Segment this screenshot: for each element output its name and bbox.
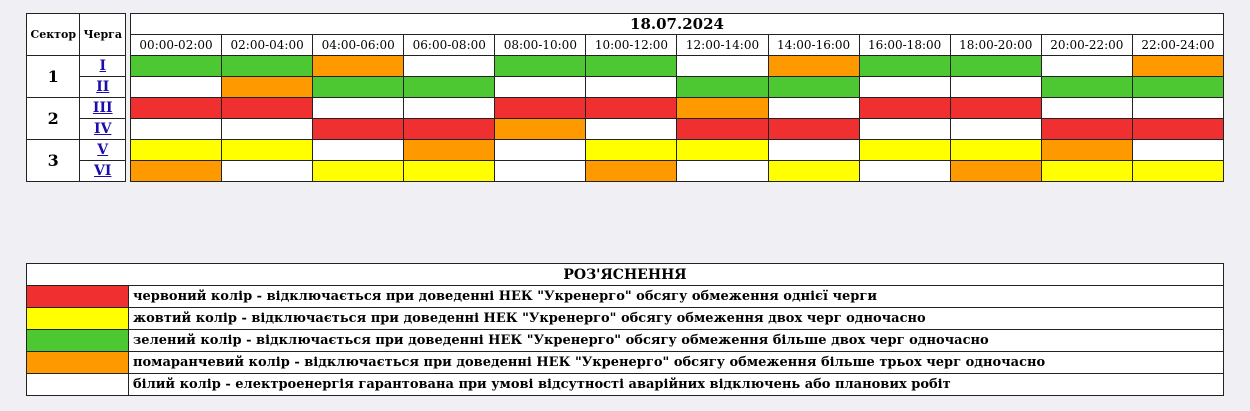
legend-row	[27, 374, 1224, 396]
sector-number: 2	[27, 98, 80, 140]
slot-white	[404, 98, 495, 119]
slot-yellow	[950, 140, 1041, 161]
slot-green	[1132, 77, 1223, 98]
queue-header: Черга	[80, 14, 126, 56]
legend-row	[27, 352, 1224, 374]
time-slot-header: 16:00-18:00	[859, 35, 950, 56]
slot-orange	[495, 119, 586, 140]
schedule-table	[130, 13, 1224, 182]
slot-orange	[131, 161, 222, 182]
legend-text: червоний колір - відключається при доведенні НЕК "Укренерго" обсягу обмеження однієї черги	[129, 286, 1224, 308]
legend-swatch-orange	[27, 352, 129, 374]
queue-schedule-row	[131, 77, 1224, 98]
slot-green	[495, 56, 586, 77]
legend-text: жовтий колір - відключається при доведенні НЕК "Укренерго" обсягу обмеження двох черг одночасно	[129, 308, 1224, 330]
slot-white	[1041, 56, 1132, 77]
slot-orange	[404, 140, 495, 161]
slot-white	[859, 161, 950, 182]
legend-table	[26, 263, 1224, 396]
queue-link[interactable]: I	[80, 56, 126, 77]
queue-link[interactable]: V	[80, 140, 126, 161]
legend-swatch-green	[27, 330, 129, 352]
slot-white	[313, 98, 404, 119]
slot-white	[1041, 98, 1132, 119]
slot-white	[586, 77, 677, 98]
slot-green	[950, 56, 1041, 77]
slot-orange	[768, 56, 859, 77]
slot-red	[586, 98, 677, 119]
slot-white	[768, 98, 859, 119]
slot-yellow	[586, 140, 677, 161]
slot-orange	[950, 161, 1041, 182]
slot-red	[404, 119, 495, 140]
time-slot-header: 14:00-16:00	[768, 35, 859, 56]
slot-white	[131, 119, 222, 140]
sector-number: 1	[27, 56, 80, 98]
slot-white	[950, 119, 1041, 140]
slot-white	[859, 77, 950, 98]
queue-schedule-row	[131, 98, 1224, 119]
slot-red	[768, 119, 859, 140]
time-slot-header: 02:00-04:00	[222, 35, 313, 56]
legend-title: РОЗ'ЯСНЕННЯ	[27, 264, 1224, 286]
slot-green	[586, 56, 677, 77]
schedule-date: 18.07.2024	[131, 14, 1224, 35]
slot-yellow	[404, 161, 495, 182]
time-slot-header: 12:00-14:00	[677, 35, 768, 56]
slot-yellow	[677, 140, 768, 161]
time-slot-header: 04:00-06:00	[313, 35, 404, 56]
slot-red	[1132, 119, 1223, 140]
slot-red	[313, 119, 404, 140]
slot-green	[404, 77, 495, 98]
legend-row	[27, 330, 1224, 352]
queue-link[interactable]: VI	[80, 161, 126, 182]
slot-white	[950, 77, 1041, 98]
slot-red	[222, 98, 313, 119]
slot-white	[222, 119, 313, 140]
slot-white	[768, 140, 859, 161]
time-slot-header: 00:00-02:00	[131, 35, 222, 56]
slot-red	[859, 98, 950, 119]
slot-yellow	[1132, 161, 1223, 182]
legend-row	[27, 286, 1224, 308]
legend-text: зелений колір - відключається при доведенні НЕК "Укренерго" обсягу обмеження більше двох черг одночасно	[129, 330, 1224, 352]
slot-white	[222, 161, 313, 182]
legend-swatch-white	[27, 374, 129, 396]
time-slot-header: 08:00-10:00	[495, 35, 586, 56]
sector-number: 3	[27, 140, 80, 182]
slot-white	[677, 56, 768, 77]
time-slot-header: 18:00-20:00	[950, 35, 1041, 56]
slot-white	[495, 161, 586, 182]
slot-green	[1041, 77, 1132, 98]
slot-white	[1132, 140, 1223, 161]
slot-yellow	[131, 140, 222, 161]
slot-green	[768, 77, 859, 98]
queue-schedule-row	[131, 56, 1224, 77]
slot-white	[495, 77, 586, 98]
slot-yellow	[1041, 161, 1132, 182]
slot-white	[495, 140, 586, 161]
slot-red	[131, 98, 222, 119]
legend-swatch-yellow	[27, 308, 129, 330]
slot-orange	[222, 77, 313, 98]
time-header-row	[131, 35, 1224, 56]
slot-red	[1041, 119, 1132, 140]
slot-red	[495, 98, 586, 119]
slot-orange	[1132, 56, 1223, 77]
time-slot-header: 10:00-12:00	[586, 35, 677, 56]
slot-white	[131, 77, 222, 98]
slot-white	[404, 56, 495, 77]
time-slot-header: 22:00-24:00	[1132, 35, 1223, 56]
slot-yellow	[768, 161, 859, 182]
slot-yellow	[859, 140, 950, 161]
queue-schedule-row	[131, 140, 1224, 161]
slot-green	[222, 56, 313, 77]
slot-yellow	[313, 161, 404, 182]
legend-text: помаранчевий колір - відключається при доведенні НЕК "Укренерго" обсягу обмеження більше трьох черг одночасно	[129, 352, 1224, 374]
slot-orange	[586, 161, 677, 182]
queue-link[interactable]: III	[80, 98, 126, 119]
slot-white	[859, 119, 950, 140]
queue-schedule-row	[131, 119, 1224, 140]
queue-link[interactable]: II	[80, 77, 126, 98]
slot-white	[586, 119, 677, 140]
slot-green	[859, 56, 950, 77]
slot-white	[677, 161, 768, 182]
slot-orange	[313, 56, 404, 77]
slot-green	[313, 77, 404, 98]
legend-text: білий колір - електроенергія гарантована при умові відсутності аварійних відключень або планових робіт	[129, 374, 1224, 396]
sector-header: Сектор	[27, 14, 80, 56]
slot-red	[677, 119, 768, 140]
slot-white	[313, 140, 404, 161]
slot-orange	[677, 98, 768, 119]
slot-orange	[1041, 140, 1132, 161]
queue-schedule-row	[131, 161, 1224, 182]
time-slot-header: 20:00-22:00	[1041, 35, 1132, 56]
sector-queue-table	[26, 13, 126, 182]
legend-row	[27, 308, 1224, 330]
time-slot-header: 06:00-08:00	[404, 35, 495, 56]
queue-link[interactable]: IV	[80, 119, 126, 140]
slot-yellow	[222, 140, 313, 161]
slot-white	[1132, 98, 1223, 119]
slot-green	[677, 77, 768, 98]
legend-swatch-red	[27, 286, 129, 308]
slot-red	[950, 98, 1041, 119]
slot-green	[131, 56, 222, 77]
